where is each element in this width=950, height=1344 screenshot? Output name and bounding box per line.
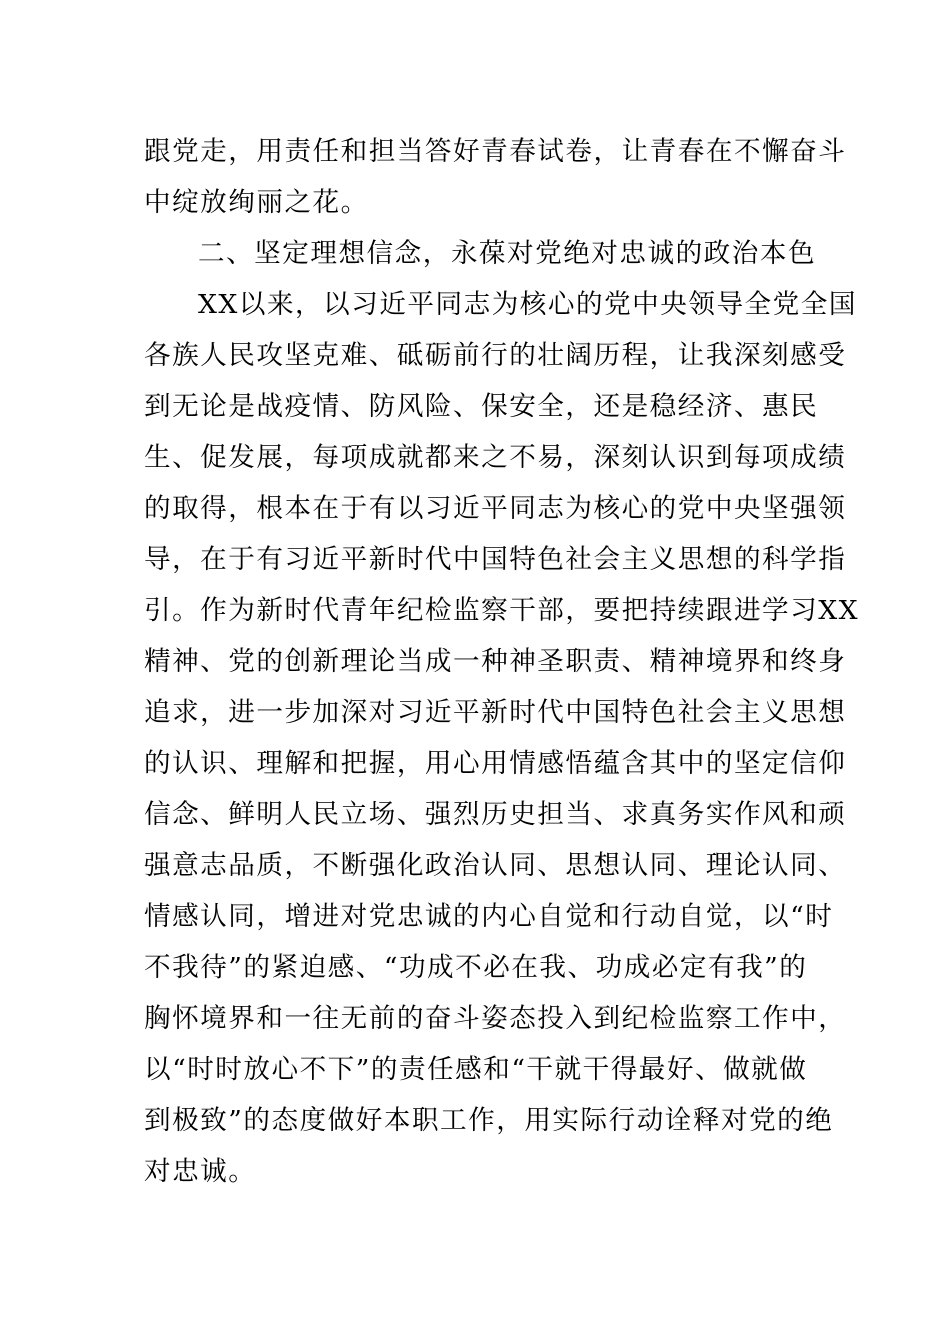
paragraph-line: 强意志品质，不断强化政治认同、思想认同、理论认同、 <box>144 850 847 881</box>
paragraph-line: 的认识、理解和把握，用心用情感悟蕴含其中的坚定信仰 <box>144 748 847 779</box>
paragraph-line: 引。作为新时代青年纪检监察干部，要把持续跟进学习XX <box>144 595 860 626</box>
paragraph-line: 追求，进一步加深对习近平新时代中国特色社会主义思想 <box>144 697 847 728</box>
paragraph-line: 各族人民攻坚克难、砥砺前行的壮阔历程，让我深刻感受 <box>144 340 847 371</box>
paragraph-line: 的取得，根本在于有以习近平同志为核心的党中央坚强领 <box>144 493 847 524</box>
paragraph-line: 到极致”的态度做好本职工作，用实际行动诠释对党的绝 <box>144 1105 834 1136</box>
paragraph-line: 跟党走，用责任和担当答好青春试卷，让青春在不懈奋斗 <box>144 136 847 167</box>
section-heading: 二、坚定理想信念，永葆对党绝对忠诚的政治本色 <box>198 238 817 269</box>
document-body <box>144 126 860 1197</box>
paragraph-line: 胸怀境界和一往无前的奋斗姿态投入到纪检监察工作中， <box>144 1003 847 1034</box>
paragraph-line: 到无论是战疫情、防风险、保安全，还是稳经济、惠民 <box>144 391 819 422</box>
paragraph-line: 中绽放绚丽之花。 <box>144 187 369 218</box>
paragraph-line: 以“时时放心不下”的责任感和“干就干得最好、做就做 <box>144 1054 808 1085</box>
paragraph-line: 情感认同，增进对党忠诚的内心自觉和行动自觉，以“时 <box>144 901 834 932</box>
paragraph-line: 生、促发展，每项成就都来之不易，深刻认识到每项成绩 <box>144 442 847 473</box>
paragraph-line: 不我待”的紧迫感、“功成不必在我、功成必定有我”的 <box>144 952 808 983</box>
paragraph-line: 对忠诚。 <box>144 1156 257 1187</box>
paragraph-line: 精神、党的创新理论当成一种神圣职责、精神境界和终身 <box>144 646 847 677</box>
paragraph-line: 导，在于有习近平新时代中国特色社会主义思想的科学指 <box>144 544 847 575</box>
paragraph-line: 信念、鲜明人民立场、强烈历史担当、求真务实作风和顽 <box>144 799 847 830</box>
paragraph-line: XX以来，以习近平同志为核心的党中央领导全党全国 <box>198 289 857 320</box>
